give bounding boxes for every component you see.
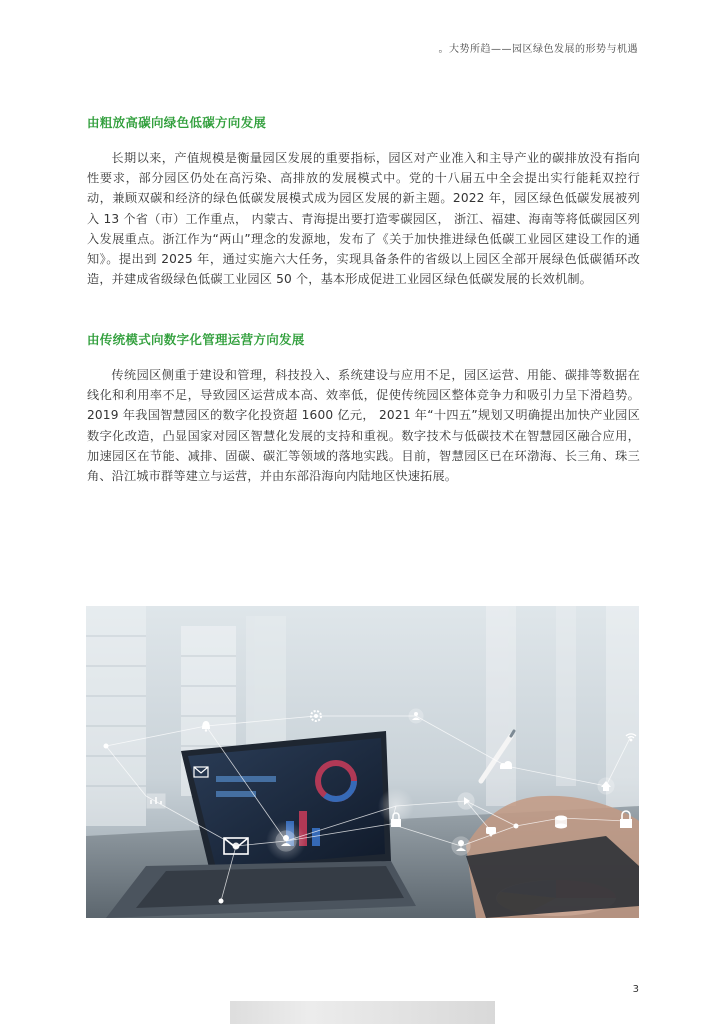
chart-icon — [147, 794, 165, 808]
running-header: 。大势所趋——园区绿色发展的形势与机遇 — [438, 44, 638, 55]
user-icon — [452, 837, 470, 855]
section-heading-digital-management: 由传统模式向数字化管理运营方向发展 — [87, 332, 305, 347]
user-icon — [409, 709, 423, 723]
database-icon — [555, 816, 567, 829]
section-paragraph-green-low-carbon: 长期以来，产值规模是衡量园区发展的重要指标，园区对产业准入和主导产业的碳排放没有指向性要求，部分园区仍处在高污染、高排放的发展模式中。党的十八届五中全会提出实行能耗双控行动，兼顾双碳和经济的绿色低碳发展模式成为园区发展的新主题。2022 年，园区绿色低碳发展被列入 13 个省（市）工作重点， 内蒙古、青海提出要打造零碳园区， 浙江、福建、海南等将低碳园区列入发展重点。浙江作为“两山”理念的发源地，发布了《关于加快推进绿色低碳工业园区建设工作的通知》。提出到 2025 年，通过实施六大任务，实现具备条件的省级以上园区全部开展绿色低碳循环改造，并建成省级绿色低碳工业园区 50 个，基本形成促进工业园区绿色低碳发展的长效机制。 — [87, 151, 640, 287]
smart-park-photo — [86, 606, 639, 918]
home-icon — [598, 778, 614, 794]
section-heading-green-low-carbon: 由粗放高碳向绿色低碳方向发展 — [87, 115, 267, 130]
section-paragraph-digital-management: 传统园区侧重于建设和管理，科技投入、系统建设与应用不足，园区运营、用能、碳排等数据在线化和利用率不足，导致园区运营成本高、效率低，促使传统园区整体竞争力和吸引力呈下滑趋势。2019 年我国智慧园区的数字化投资超 1600 亿元， 2021 年“十四五”规划又明确提出加快产业园区数字化改造，凸显国家对园区智慧化发展的支持和重视。数字技术与低碳技术在智慧园区融合应用，加速园区在节能、减排、固碳、碳汇等领域的落地实践。目前，智慧园区已在环渤海、长三角、珠三角、沿江城市群等建立与运营，并由东部沿海向内陆地区快速拓展。 — [87, 368, 640, 484]
page-number: 3 — [632, 984, 639, 995]
play-icon — [458, 793, 474, 809]
footer-strip — [230, 1001, 495, 1024]
